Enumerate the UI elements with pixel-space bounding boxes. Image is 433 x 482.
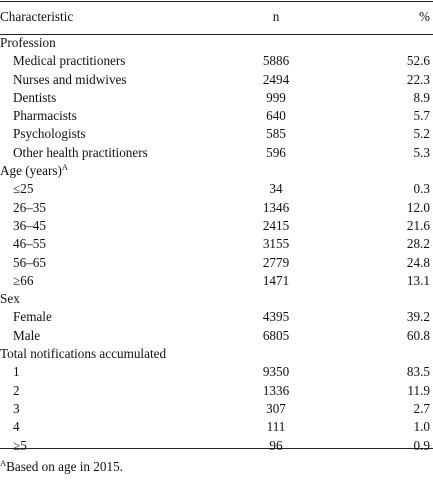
table-row <box>0 418 433 436</box>
table-row <box>0 363 433 381</box>
row-percent: 83.5 <box>406 364 430 380</box>
table-row <box>0 272 433 290</box>
row-label: 56–65 <box>13 254 46 270</box>
row-count: 4395 <box>262 309 290 325</box>
row-count: 999 <box>266 89 286 105</box>
group-header-row <box>0 34 433 52</box>
row-count: 6805 <box>262 327 290 343</box>
row-label: Pharmacists <box>13 108 77 124</box>
table-row <box>0 180 433 198</box>
group-label-text: Age (years) <box>0 163 62 179</box>
table-row <box>0 52 433 70</box>
row-count: 96 <box>269 437 283 453</box>
table-header <box>0 0 433 34</box>
row-count: 2779 <box>262 254 290 270</box>
row-label: ≤25 <box>13 181 34 197</box>
group-header-row <box>0 290 433 308</box>
footnote-ref: A <box>61 162 69 173</box>
table-row <box>0 437 433 455</box>
group-label <box>0 34 433 52</box>
row-count: 640 <box>266 108 286 124</box>
row-count: 3155 <box>262 236 290 252</box>
row-percent: 39.2 <box>406 309 430 325</box>
row-count: 307 <box>266 400 286 416</box>
row-percent: 22.3 <box>406 71 430 87</box>
row-percent: 52.6 <box>406 53 430 69</box>
row-label: 2 <box>13 382 20 398</box>
header-row <box>0 0 433 34</box>
row-count: 1471 <box>262 272 290 288</box>
row-percent: 5.3 <box>413 144 430 160</box>
row-count: 111 <box>266 419 286 435</box>
header-characteristic: Characteristic <box>0 9 74 24</box>
group-label-text: Total notifications accumulated <box>0 346 167 362</box>
row-percent: 13.1 <box>406 272 430 288</box>
row-percent: 0.9 <box>413 437 430 453</box>
table-row <box>0 400 433 418</box>
row-label: Medical practitioners <box>13 53 126 69</box>
group-label-text: Profession <box>0 35 56 50</box>
header-n: n <box>272 9 280 24</box>
table-row <box>0 71 433 89</box>
row-label: 26–35 <box>13 199 46 215</box>
row-label: 36–45 <box>13 217 46 233</box>
group-label <box>0 345 433 363</box>
row-percent: 8.9 <box>413 89 430 105</box>
header-percent: % <box>419 9 430 24</box>
table-footnote <box>0 459 123 475</box>
row-percent: 2.7 <box>413 400 430 416</box>
table-row <box>0 199 433 217</box>
row-count: 1336 <box>262 382 290 398</box>
row-label: 3 <box>13 400 20 416</box>
footnote-marker: A <box>0 458 7 468</box>
row-percent: 5.7 <box>413 108 430 124</box>
row-percent: 5.2 <box>413 126 430 142</box>
row-percent: 60.8 <box>406 327 430 343</box>
group-label-text: Sex <box>0 291 20 307</box>
table-row <box>0 89 433 107</box>
row-count: 585 <box>266 126 286 142</box>
row-count: 2415 <box>262 217 290 233</box>
row-percent: 28.2 <box>406 236 430 252</box>
row-count: 9350 <box>262 364 290 380</box>
row-percent: 24.8 <box>406 254 430 270</box>
row-label: ≥66 <box>13 272 34 288</box>
row-count: 5886 <box>262 53 290 69</box>
row-label: Female <box>13 309 52 325</box>
row-percent: 1.0 <box>413 419 430 435</box>
footnote-text: Based on age in 2015. <box>6 459 123 474</box>
row-count: 1346 <box>262 199 290 215</box>
row-label: Other health practitioners <box>13 144 148 160</box>
group-label <box>0 290 433 308</box>
row-label: Dentists <box>13 89 57 105</box>
row-label: 46–55 <box>13 236 46 252</box>
row-percent: 0.3 <box>413 181 430 197</box>
row-label: Psychologists <box>13 126 86 142</box>
table-row <box>0 125 433 143</box>
table-row <box>0 254 433 272</box>
table-row <box>0 382 433 400</box>
group-header-row <box>0 345 433 363</box>
group-label <box>0 162 433 180</box>
table-row <box>0 327 433 345</box>
table-row <box>0 107 433 125</box>
table-body <box>0 34 433 455</box>
table-row <box>0 235 433 253</box>
table-row <box>0 308 433 326</box>
row-count: 2494 <box>262 71 290 87</box>
row-percent: 21.6 <box>406 217 430 233</box>
row-count: 34 <box>269 181 283 197</box>
row-percent: 12.0 <box>406 199 430 215</box>
row-label: ≥5 <box>13 437 27 453</box>
row-label: 4 <box>13 419 20 435</box>
row-label: 1 <box>13 364 20 380</box>
row-label: Male <box>13 327 41 343</box>
group-header-row <box>0 162 433 180</box>
row-label: Nurses and midwives <box>13 71 127 87</box>
row-percent: 11.9 <box>407 382 430 398</box>
row-count: 596 <box>266 144 286 160</box>
table-row <box>0 144 433 162</box>
table-row <box>0 217 433 235</box>
